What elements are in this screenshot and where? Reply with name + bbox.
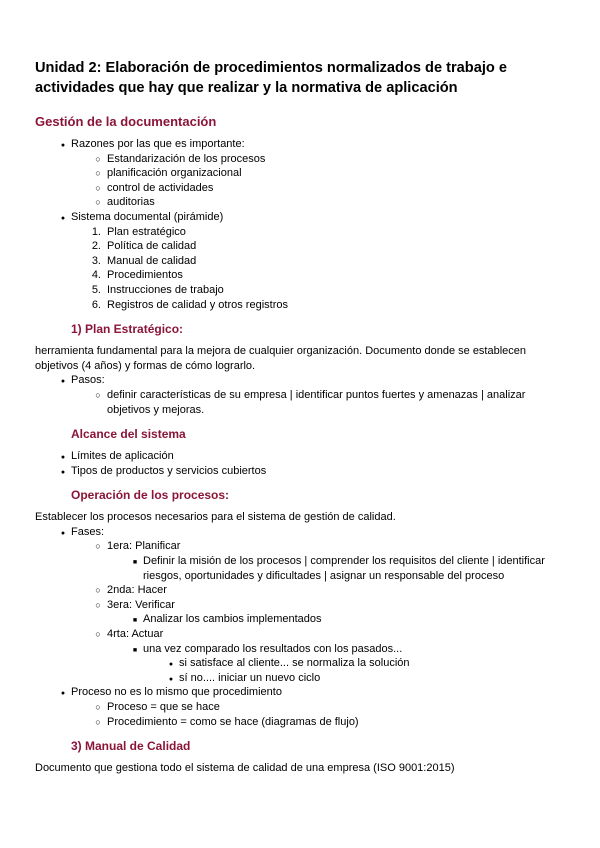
heading-plan: 1) Plan Estratégico: — [71, 322, 184, 337]
operacion-text: Establecer los procesos necesarios para el sistema de gestión de calidad. — [35, 511, 396, 524]
heading-operacion: Operación de los procesos: — [71, 488, 230, 503]
list-item-pasos: ● Pasos: — [35, 373, 570, 388]
list-item-fase-detail: ■ Analizar los cambios implementados — [35, 612, 570, 627]
circle-bullet-icon — [88, 152, 108, 167]
list-item-razon: ○ Estandarización de los procesos — [35, 152, 570, 167]
section-plan — [35, 321, 570, 417]
list-item-fase: ○ 3era: Verificar — [35, 598, 570, 613]
list-item-piramide: 5. Instrucciones de trabajo — [91, 283, 224, 296]
plan-list — [35, 373, 570, 417]
list-item-fase-subdetail: ● si satisface al cliente... se normaliza la solución — [35, 656, 570, 671]
circle-bullet-icon — [88, 583, 108, 598]
section-alcance — [35, 426, 570, 478]
circle-bullet-icon — [88, 627, 108, 642]
list-item-fase: ○ 4rta: Actuar — [35, 627, 570, 642]
list-item-paso: ○ definir características de su empresa | identificar puntos fuertes y amenazas | analizar objetivos y mejoras. — [35, 388, 570, 417]
circle-bullet-icon — [88, 388, 108, 403]
section-manual — [35, 738, 570, 776]
list-item-piramide: 4. Procedimientos — [91, 269, 183, 282]
list-item-proceso-def: ○ Proceso = que se hace — [35, 700, 570, 715]
list-item-piramide: 3. Manual de calidad — [91, 254, 197, 267]
list-item-fase-detail: ■ Definir la misión de los procesos | comprender los requisitos del cliente | identificar riesgos, oportunidades y dificultades | asignar un responsable del proceso — [35, 554, 570, 583]
plan-text: herramienta fundamental para la mejora de cualquier organización. Documento donde se establecen objetivos (4 años) y formas de cómo lograrlo. — [35, 345, 527, 372]
gestion-list — [35, 137, 570, 312]
list-item-sistema: ● Sistema documental (pirámide) — [35, 210, 570, 225]
list-item-fase: ○ 2nda: Hacer — [35, 583, 570, 598]
list-item-proceso-def: ○ Procedimiento = como se hace (diagramas de flujo) — [35, 715, 570, 730]
square-bullet-icon — [125, 554, 145, 571]
section-operacion — [35, 487, 570, 729]
manual-text: Documento que gestiona todo el sistema de calidad de una empresa (ISO 9001:2015) — [35, 762, 455, 775]
list-item-proceso: ● Proceso no es lo mismo que procedimiento — [35, 685, 570, 700]
list-item-alcance: ● Tipos de productos y servicios cubiertos — [35, 464, 570, 479]
alcance-list — [35, 449, 570, 478]
circle-bullet-icon — [88, 181, 108, 196]
list-item-piramide: 6. Registros de calidad y otros registros — [91, 298, 288, 311]
operacion-list — [35, 525, 570, 729]
list-item-piramide: 2. Política de calidad — [91, 240, 197, 253]
list-item-razon: ○ control de actividades — [35, 181, 570, 196]
document-title: Unidad 2: Elaboración de procedimientos normalizados de trabajo e actividades que hay que realizar y la normativa de aplicación — [35, 60, 507, 96]
heading-alcance: Alcance del sistema — [71, 427, 186, 442]
circle-bullet-icon — [88, 598, 108, 613]
list-item-fase-detail: ■ una vez comparado los resultados con los pasados... — [35, 642, 570, 657]
list-item-piramide: 1. Plan estratégico — [91, 225, 186, 238]
circle-bullet-icon — [88, 715, 108, 730]
bullet-icon — [53, 464, 73, 481]
heading-manual: 3) Manual de Calidad — [71, 739, 191, 754]
circle-bullet-icon — [88, 539, 108, 554]
circle-bullet-icon — [88, 195, 108, 210]
list-item-fase: ○ 1era: Planificar — [35, 539, 570, 554]
list-item-razon: ○ auditorias — [35, 195, 570, 210]
list-item-razon: ○ planificación organizacional — [35, 166, 570, 181]
list-item-fase-subdetail: ● sí no.... iniciar un nuevo ciclo — [35, 671, 570, 686]
circle-bullet-icon — [88, 700, 108, 715]
document-page — [35, 58, 570, 785]
list-item-fases: ● Fases: — [35, 525, 570, 540]
section-gestion — [35, 113, 570, 312]
list-item-razones: ● Razones por las que es importante: — [35, 137, 570, 152]
heading-gestion: Gestión de la documentación — [35, 114, 217, 129]
list-item-alcance: ● Límites de aplicación — [35, 449, 570, 464]
circle-bullet-icon — [88, 166, 108, 181]
